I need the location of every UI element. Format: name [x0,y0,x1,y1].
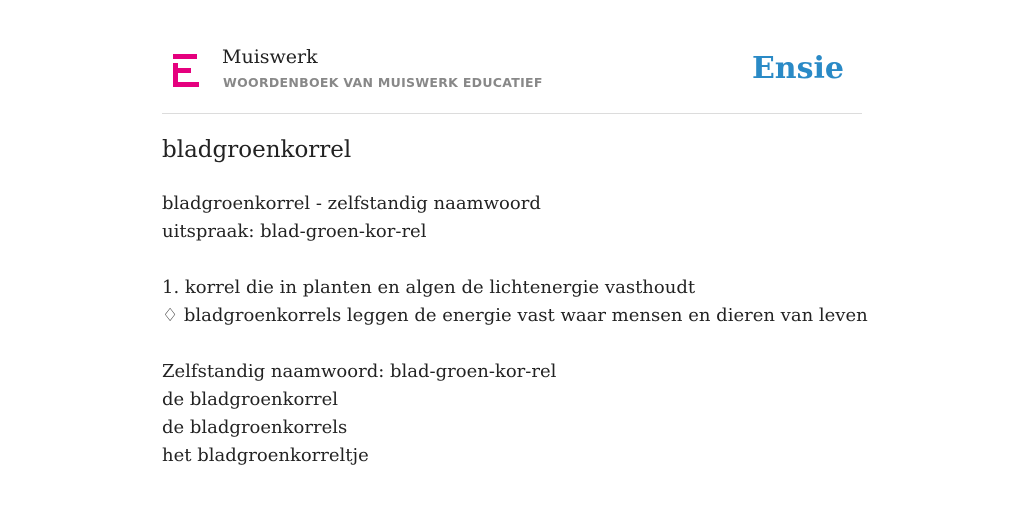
logo-bar-stem-2 [173,73,178,82]
muiswerk-e-icon[interactable] [173,54,199,87]
plural-form-line: de bladgroenkorrels [162,417,348,438]
word-class-line: Zelfstandig naamwoord: blad-groen-kor-rel [162,361,557,382]
example-line: ♢ bladgroenkorrels leggen de energie vast waar mensen en dieren van leven [162,305,868,326]
pronunciation-line: uitspraak: blad-groen-kor-rel [162,221,427,242]
definition-line: 1. korrel die in planten en algen de lichtenergie vasthoudt [162,277,696,298]
brand-name[interactable]: Muiswerk [222,46,318,68]
site-header [162,40,862,114]
brand-subtitle: WOORDENBOEK VAN MUISWERK EDUCATIEF [223,75,543,90]
singular-form-line: de bladgroenkorrel [162,389,339,410]
blank-line [162,246,862,274]
logo-bar-bottom [173,82,199,87]
logo-bar-top [173,54,197,59]
blank-line [162,330,862,358]
entry-heading-line: bladgroenkorrel - zelfstandig naamwoord [162,193,541,214]
ensie-logo[interactable]: Ensie [751,51,844,86]
diminutive-form-line: het bladgroenkorreltje [162,445,369,466]
definition-entry [162,190,868,470]
page-title: bladgroenkorrel [162,137,352,163]
